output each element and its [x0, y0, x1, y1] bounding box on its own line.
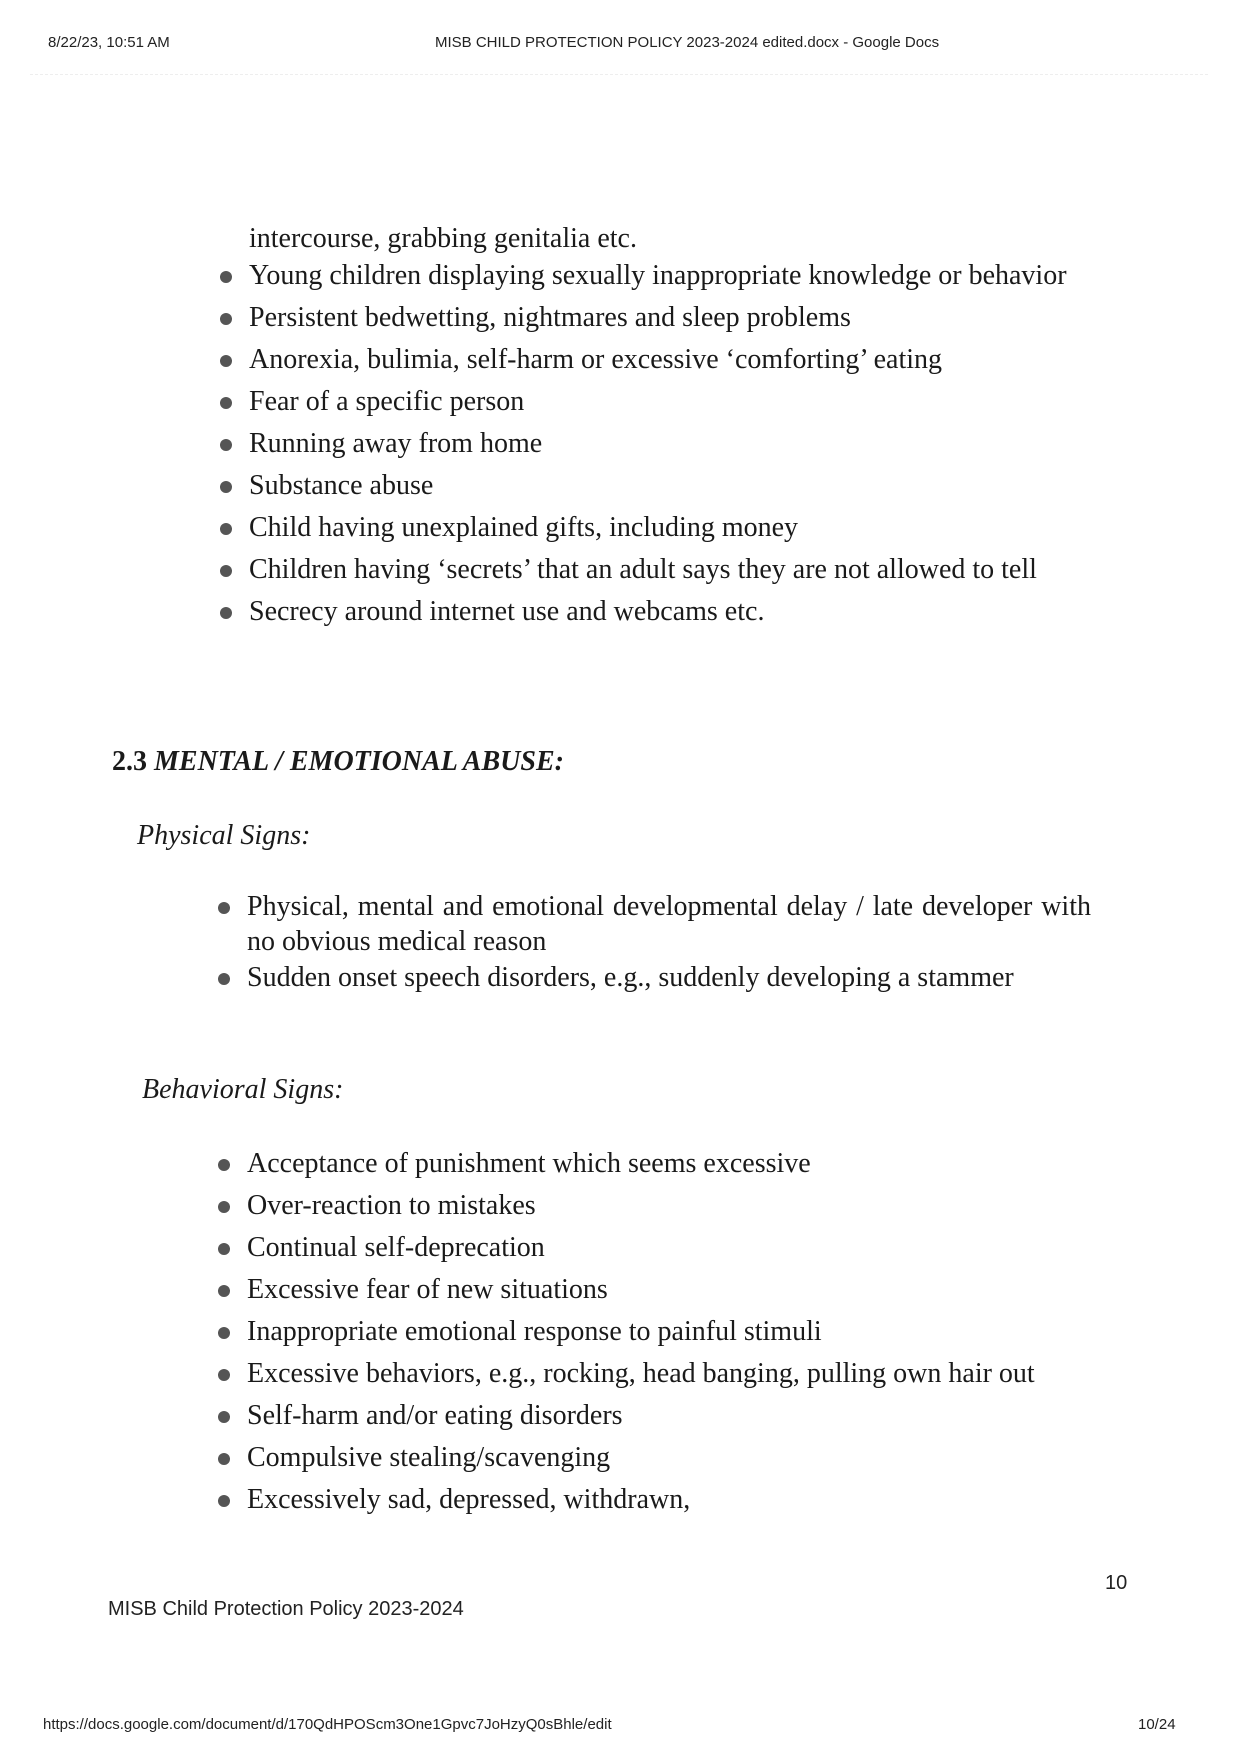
print-datetime: 8/22/23, 10:51 AM: [48, 34, 170, 51]
list-item: Secrecy around internet use and webcams etc.: [213, 594, 1133, 629]
bullet-icon: [220, 271, 232, 283]
bullet-icon: [218, 973, 230, 985]
list-item: Child having unexplained gifts, including money: [213, 510, 1133, 545]
print-url: https://docs.google.com/document/d/170QdHPOScm3One1Gpvc7JoHzyQ0sBhle/edit: [43, 1716, 612, 1733]
list-item: Compulsive stealing/scavenging: [211, 1440, 1091, 1475]
bullet-icon: [218, 1285, 230, 1297]
bullet-icon: [220, 313, 232, 325]
bullet-icon: [218, 902, 230, 914]
list-item: Young children displaying sexually inappropriate knowledge or behavior: [213, 258, 1133, 293]
bullet-icon: [218, 1495, 230, 1507]
list-item: Acceptance of punishment which seems excessive: [211, 1146, 1091, 1181]
bullet-icon: [218, 1411, 230, 1423]
list-item: Continual self-deprecation: [211, 1230, 1091, 1265]
physical-signs-list: [211, 889, 1091, 996]
list-item: Over-reaction to mistakes: [211, 1188, 1091, 1223]
bullet-icon: [220, 397, 232, 409]
list-item: Anorexia, bulimia, self-harm or excessive ‘comforting’ eating: [213, 342, 1133, 377]
bullet-icon: [218, 1369, 230, 1381]
sexual-abuse-signs-list: [213, 258, 1133, 636]
bullet-icon: [218, 1243, 230, 1255]
header-divider: [30, 74, 1208, 75]
behavioral-signs-list: [211, 1146, 1091, 1524]
list-item: Excessive behaviors, e.g., rocking, head banging, pulling own hair out: [211, 1356, 1091, 1391]
list-item: Substance abuse: [213, 468, 1133, 503]
bullet-icon: [218, 1159, 230, 1171]
list-item: Physical, mental and emotional developmental delay / late developer with no obvious medical reason: [211, 889, 1091, 959]
bullet-icon: [220, 355, 232, 367]
section-title: MENTAL / EMOTIONAL ABUSE:: [154, 746, 564, 777]
list-item: Running away from home: [213, 426, 1133, 461]
list-item: Excessively sad, depressed, withdrawn,: [211, 1482, 1091, 1517]
bullet-icon: [220, 523, 232, 535]
print-doc-title: MISB CHILD PROTECTION POLICY 2023-2024 edited.docx - Google Docs: [435, 34, 940, 51]
section-number: 2.3: [112, 746, 147, 777]
continuation-text: intercourse, grabbing genitalia etc.: [249, 223, 637, 254]
bullet-icon: [220, 481, 232, 493]
print-page-count: 10/24: [1138, 1716, 1176, 1733]
bullet-icon: [220, 565, 232, 577]
physical-signs-heading: Physical Signs:: [137, 820, 311, 851]
bullet-icon: [220, 439, 232, 451]
bullet-icon: [218, 1201, 230, 1213]
page-number: 10: [1105, 1572, 1128, 1594]
list-item: Sudden onset speech disorders, e.g., suddenly developing a stammer: [211, 960, 1091, 995]
bullet-icon: [220, 607, 232, 619]
list-item: Children having ‘secrets’ that an adult says they are not allowed to tell: [213, 552, 1133, 587]
list-item: Persistent bedwetting, nightmares and sleep problems: [213, 300, 1133, 335]
list-item: Excessive fear of new situations: [211, 1272, 1091, 1307]
list-item: Self-harm and/or eating disorders: [211, 1398, 1091, 1433]
behavioral-signs-heading: Behavioral Signs:: [142, 1074, 344, 1105]
bullet-icon: [218, 1453, 230, 1465]
footer-doc-name: MISB Child Protection Policy 2023-2024: [108, 1598, 464, 1620]
list-item: Fear of a specific person: [213, 384, 1133, 419]
list-item: Inappropriate emotional response to painful stimuli: [211, 1314, 1091, 1349]
section-heading: [112, 744, 564, 779]
bullet-icon: [218, 1327, 230, 1339]
